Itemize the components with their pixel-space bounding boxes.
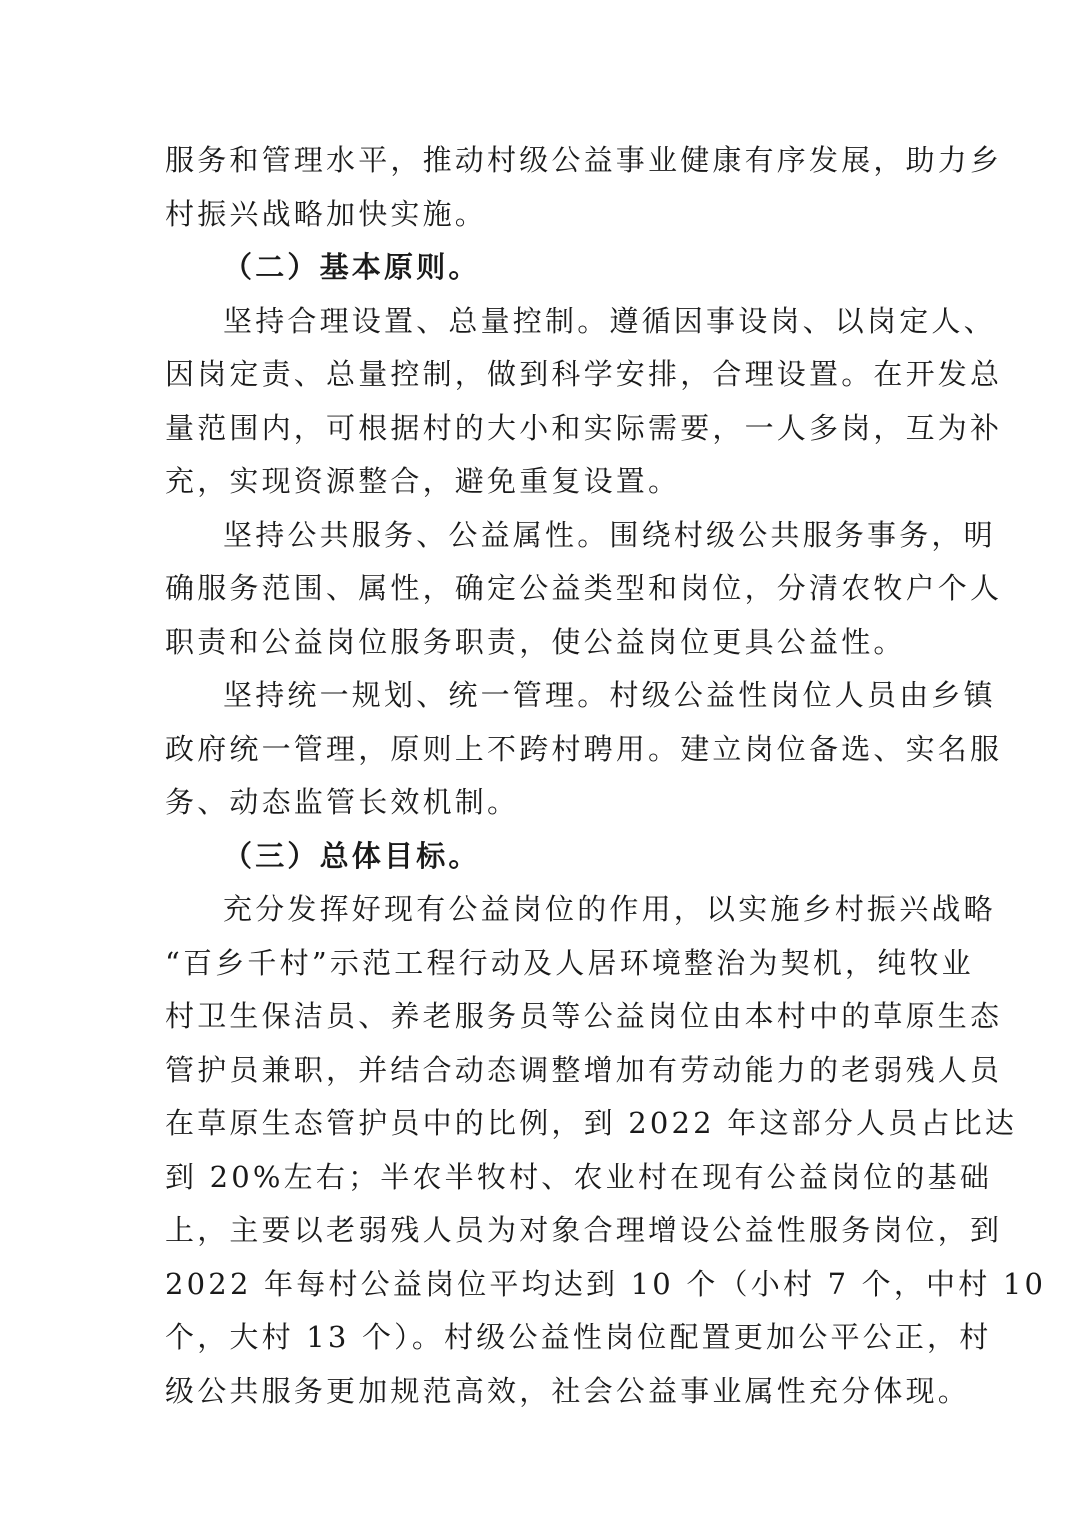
text-line: 服务和管理水平，推动村级公益事业健康有序发展，助力乡 bbox=[165, 143, 1003, 177]
text-line: 到 20%左右；半农半牧村、农业村在现有公益岗位的基础 bbox=[165, 1159, 993, 1194]
text-line: 充，实现资源整合，避免重复设置。 bbox=[165, 464, 681, 498]
text-line: 政府统一管理，原则上不跨村聘用。建立岗位备选、实名服 bbox=[165, 731, 1003, 766]
text-line: 2022 年每村公益岗位平均达到 10 个（小村 7 个，中村 10 bbox=[165, 1266, 1047, 1301]
text-line: 因岗定责、总量控制，做到科学安排，合理设置。在开发总 bbox=[165, 357, 1003, 391]
text-line: 在草原生态管护员中的比例，到 2022 年这部分人员占比达 bbox=[165, 1106, 1018, 1140]
text-line: 坚持公共服务、公益属性。围绕村级公共服务事务，明 bbox=[223, 517, 996, 552]
text-line: 级公共服务更加规范高效，社会公益事业属性充分体现。 bbox=[165, 1373, 971, 1408]
text-line: 村卫生保洁员、养老服务员等公益岗位由本村中的草原生态 bbox=[165, 999, 1003, 1033]
text-line: 上，主要以老弱残人员为对象合理增设公益性服务岗位，到 bbox=[165, 1213, 1003, 1247]
text-line: 坚持统一规划、统一管理。村级公益性岗位人员由乡镇 bbox=[223, 678, 996, 712]
section-heading: （二）基本原则。 bbox=[223, 250, 481, 284]
text-line: 坚持合理设置、总量控制。遵循因事设岗、以岗定人、 bbox=[223, 303, 996, 338]
text-line: 职责和公益岗位服务职责，使公益岗位更具公益性。 bbox=[165, 624, 906, 659]
text-line: 确服务范围、属性，确定公益类型和岗位，分清农牧户个人 bbox=[165, 571, 1003, 605]
text-line: 村振兴战略加快实施。 bbox=[165, 196, 488, 231]
section-heading: （三）总体目标。 bbox=[223, 838, 481, 873]
text-line: 充分发挥好现有公益岗位的作用，以实施乡村振兴战略 bbox=[223, 892, 996, 926]
text-line: 务、动态监管长效机制。 bbox=[165, 785, 520, 819]
text-line: “百乡千村”示范工程行动及人居环境整治为契机，纯牧业 bbox=[165, 945, 974, 980]
text-line: 量范围内，可根据村的大小和实际需要，一人多岗，互为补 bbox=[165, 410, 1003, 445]
text-line: 个，大村 13 个）。村级公益性岗位配置更加公平公正，村 bbox=[165, 1320, 992, 1354]
document-page bbox=[165, 134, 1047, 1418]
text-line: 管护员兼职，并结合动态调整增加有劳动能力的老弱残人员 bbox=[165, 1052, 1003, 1087]
